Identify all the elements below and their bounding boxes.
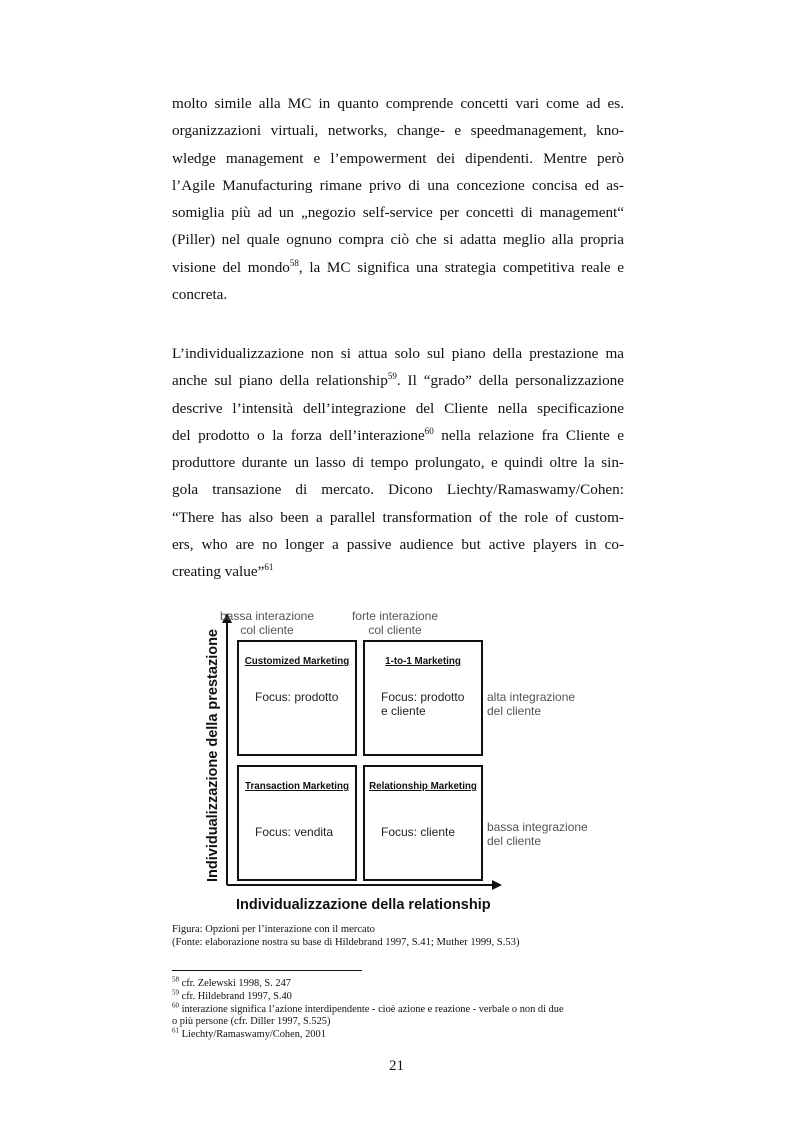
footnote-59 (172, 988, 627, 1004)
quadrant-title: Transaction Marketing (245, 781, 349, 792)
footnote-61 (172, 1026, 627, 1042)
quadrant-relationship-marketing (363, 765, 483, 881)
footnote-text: o più persone (cfr. Diller 1997, S.525) (172, 1016, 331, 1028)
text-line: somiglia più ad un „negozio self-service per concetti di management“ (172, 204, 624, 222)
text-line: concreta. (172, 286, 228, 304)
text-line: “There has also been a parallel transformation of the role of custom- (172, 508, 624, 526)
footnote-divider (172, 970, 362, 971)
footnote-number: 59 (172, 988, 179, 997)
footnote-60-cont (172, 1016, 627, 1029)
text-line: descrive l’intensità dell’integrazione del Cliente nella specificazione (172, 399, 624, 417)
text-line: (Piller) nel quale ognuno compra ciò che si adatta meglio alla propria (172, 231, 624, 249)
text-fragment: . Il “grado” della personalizzazione (396, 372, 624, 390)
quadrant-one-to-one-marketing (363, 640, 483, 756)
column-header-line: bassa interazione (219, 609, 315, 623)
text-line: gola transazione di mercato. Dicono Liechty/Ramaswamy/Cohen: (172, 481, 624, 499)
footnote-number: 61 (172, 1026, 179, 1035)
footnote-number: 58 (172, 975, 179, 984)
quadrant-title: Customized Marketing (244, 656, 350, 667)
footnote-text: cfr. Hildebrand 1997, S.40 (179, 990, 292, 1002)
footnote-ref-59[interactable]: 59 (387, 371, 397, 382)
footnote-58 (172, 975, 627, 991)
quadrant-title: Relationship Marketing (369, 781, 477, 792)
row-label-line: alta integrazione (487, 690, 576, 704)
text-line: produttore durante un lasso di tempo prolungato, e quindi oltre la sin- (172, 454, 624, 472)
text-line: l’Agile Manufacturing rimane privo di una concezione concisa ed as- (172, 176, 624, 194)
quadrant-focus (255, 825, 351, 839)
quadrant-transaction-marketing (237, 765, 357, 881)
figure-caption (172, 923, 519, 949)
paragraph-1 (172, 90, 624, 308)
caption-title: Figura: Opzioni per l’interazione con il mercato (172, 924, 375, 935)
quadrant-focus (381, 825, 477, 839)
text-line: molto simile alla MC in quanto comprende concetti vari come ad es. (172, 95, 624, 112)
footnotes (172, 975, 627, 1042)
column-header-low-interaction (202, 609, 332, 637)
column-header-line: col cliente (240, 623, 294, 637)
text-fragment: del prodotto o la forza dell’interazione (172, 426, 425, 444)
page-number: 21 (389, 1058, 404, 1074)
text-fragment: visione del mondo (172, 258, 290, 276)
quadrant-customized-marketing (237, 640, 357, 756)
row-label-low-integration (487, 820, 588, 848)
y-axis-label: Individualizzazione della prestazione (205, 629, 221, 882)
text-line (172, 558, 624, 585)
footnote-text: Liechty/Ramaswamy/Cohen, 2001 (179, 1029, 326, 1041)
footnote-ref-60[interactable]: 60 (424, 425, 434, 436)
row-label-line: del cliente (487, 704, 542, 718)
row-label-high-integration (487, 690, 575, 718)
row-label-line: bassa integrazione (487, 820, 588, 834)
footnote-text: cfr. Zelewski 1998, S. 247 (179, 978, 291, 989)
text-fragment: anche sul piano della relationship (172, 372, 388, 390)
row-label-line: del cliente (487, 834, 542, 848)
x-axis-arrow-icon (492, 880, 502, 890)
focus-line: e cliente (381, 704, 426, 718)
column-header-line: forte interazione (351, 609, 439, 623)
footnote-text: interazione significa l’azione interdipendente - cioè azione e reazione - verbale o non di due (179, 1003, 564, 1015)
focus-line: Focus: prodotto (255, 690, 339, 704)
focus-line: Focus: prodotto (381, 690, 465, 704)
footnote-60 (172, 1001, 627, 1017)
text-line: ers, who are no longer a passive audience but active players in co- (172, 536, 624, 554)
column-header-line: col cliente (368, 623, 422, 637)
paragraph-2 (172, 340, 624, 586)
focus-line: Focus: vendita (255, 825, 334, 839)
text-line (172, 254, 624, 281)
figure-interaction-matrix (200, 605, 600, 920)
text-line: L’individualizzazione non si attua solo sul piano della prestazione ma (172, 345, 624, 362)
caption-source: (Fonte: elaborazione nostra su base di Hildebrand 1997, S.41; Muther 1999, S.53) (172, 937, 520, 948)
text-fragment: , la MC significa una strategia competitiva reale e (298, 258, 624, 276)
footnote-number: 60 (172, 1001, 179, 1010)
quadrant-title: 1-to-1 Marketing (385, 656, 461, 667)
x-axis-label: Individualizzazione della relationship (236, 897, 491, 913)
quadrant-focus (255, 690, 351, 704)
column-header-high-interaction (330, 609, 460, 637)
text-line: organizzazioni virtuali, networks, change- e speedmanagement, kno- (172, 122, 624, 140)
quadrant-focus (381, 690, 477, 718)
text-line (172, 422, 624, 449)
text-line (172, 367, 624, 394)
text-line: wledge management e l’empowerment dei dipendenti. Mentre però (172, 149, 624, 167)
text-fragment: creating value” (172, 563, 265, 581)
text-fragment: nella relazione fra Cliente e (433, 426, 624, 444)
footnote-ref-58[interactable]: 58 (289, 257, 299, 268)
footnote-ref-61[interactable]: 61 (264, 562, 274, 573)
focus-line: Focus: cliente (381, 825, 456, 839)
